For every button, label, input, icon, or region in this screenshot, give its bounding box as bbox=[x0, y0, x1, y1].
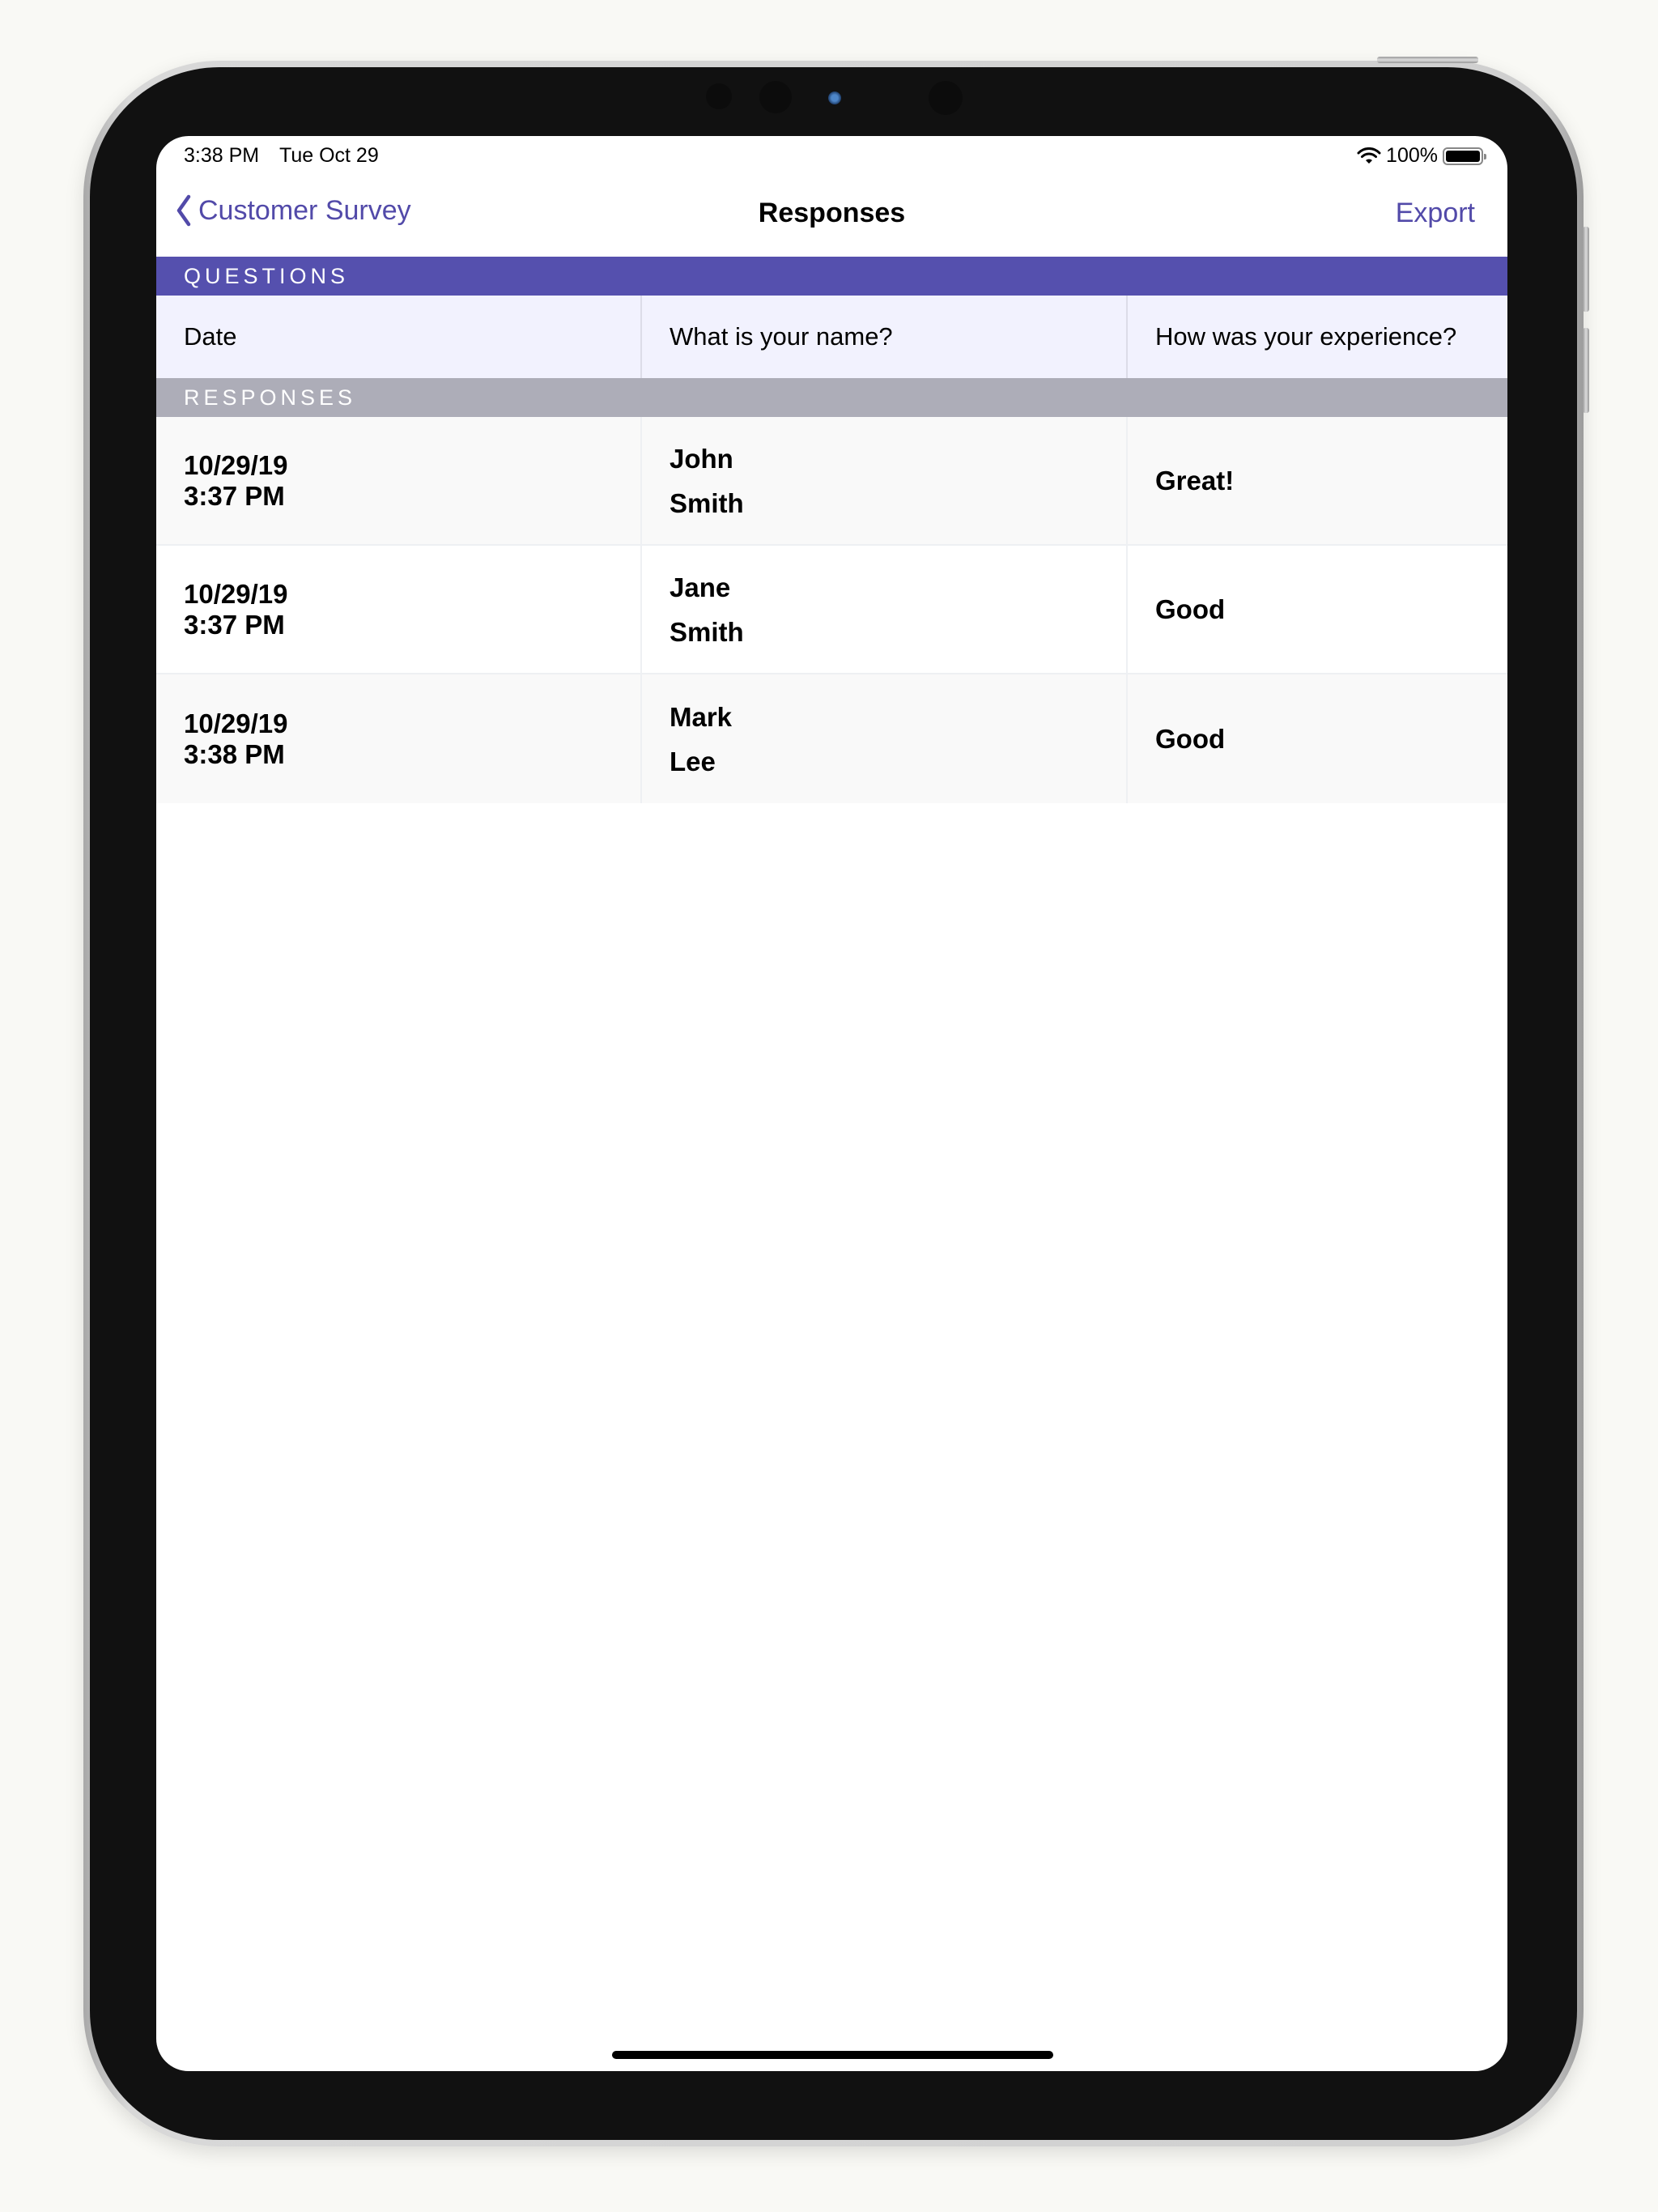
wifi-icon bbox=[1357, 147, 1381, 165]
name-cell bbox=[642, 546, 1128, 673]
response-date: 10/29/19 bbox=[184, 578, 288, 609]
name-cell bbox=[642, 417, 1128, 544]
home-indicator[interactable] bbox=[612, 2051, 1053, 2059]
response-time: 3:37 PM bbox=[184, 480, 285, 511]
experience-cell: Good bbox=[1155, 593, 1226, 624]
column-header-date: Date bbox=[156, 296, 642, 378]
last-name: Smith bbox=[670, 487, 744, 518]
page-title: Responses bbox=[758, 198, 906, 228]
name-cell bbox=[642, 674, 1128, 803]
response-time: 3:37 PM bbox=[184, 609, 285, 640]
volume-down-button bbox=[1583, 328, 1589, 413]
status-date: Tue Oct 29 bbox=[279, 144, 379, 167]
date-cell bbox=[156, 546, 642, 673]
battery-tip bbox=[1484, 154, 1486, 160]
camera-icon bbox=[828, 91, 841, 104]
top-button bbox=[1377, 57, 1478, 63]
responses-table bbox=[156, 417, 1507, 803]
app-screen bbox=[156, 136, 1507, 2071]
questions-header-row bbox=[156, 296, 1507, 378]
date-cell bbox=[156, 417, 642, 544]
last-name: Lee bbox=[670, 746, 716, 776]
response-date: 10/29/19 bbox=[184, 708, 288, 738]
export-button[interactable]: Export bbox=[1395, 198, 1475, 228]
status-bar bbox=[156, 136, 1507, 177]
first-name: Jane bbox=[670, 572, 731, 602]
response-date: 10/29/19 bbox=[184, 449, 288, 480]
table-row[interactable] bbox=[156, 674, 1507, 803]
first-name: John bbox=[670, 443, 733, 474]
back-label: Customer Survey bbox=[198, 194, 411, 226]
volume-up-button bbox=[1583, 227, 1589, 312]
sensor-icon bbox=[929, 81, 963, 115]
table-row[interactable] bbox=[156, 546, 1507, 674]
battery-icon bbox=[1443, 147, 1483, 165]
column-header-experience: How was your experience? bbox=[1155, 322, 1457, 351]
battery-fill bbox=[1446, 151, 1480, 162]
responses-section-header: RESPONSES bbox=[156, 378, 1507, 417]
last-name: Smith bbox=[670, 616, 744, 647]
experience-cell: Great! bbox=[1155, 465, 1235, 496]
table-row[interactable] bbox=[156, 417, 1507, 546]
navigation-bar bbox=[156, 177, 1507, 257]
questions-section-header: QUESTIONS bbox=[156, 257, 1507, 296]
sensor-icon bbox=[759, 81, 792, 113]
response-time: 3:38 PM bbox=[184, 738, 285, 769]
first-name: Mark bbox=[670, 701, 733, 732]
experience-cell: Good bbox=[1155, 723, 1226, 754]
status-time: 3:38 PM bbox=[184, 144, 260, 167]
status-indicators bbox=[1357, 144, 1483, 168]
battery-percent: 100% bbox=[1386, 144, 1438, 167]
date-cell bbox=[156, 674, 642, 803]
sensor-icon bbox=[706, 83, 732, 109]
column-header-name: What is your name? bbox=[642, 296, 1128, 378]
